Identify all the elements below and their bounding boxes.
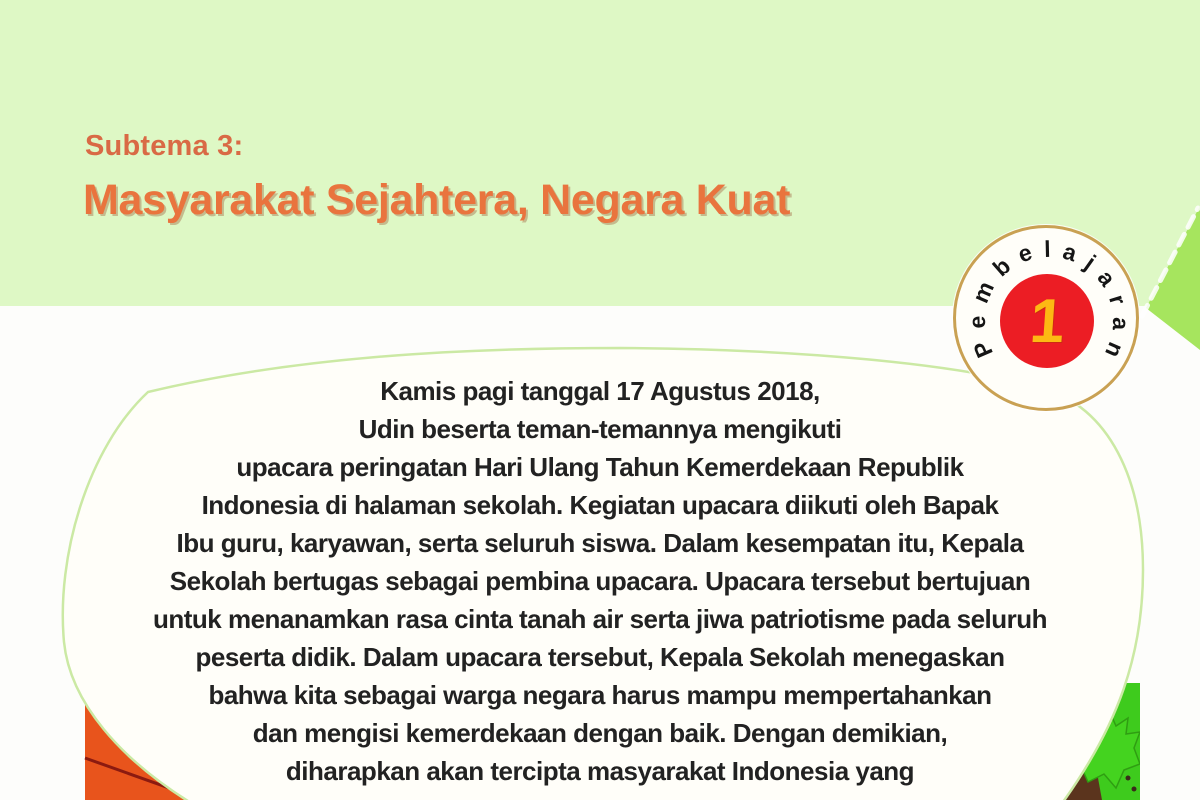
lesson-badge <box>953 225 1139 411</box>
bubble-text-line: untuk menanamkan rasa cinta tanah air serta jiwa patriotisme pada seluruh <box>152 604 1048 634</box>
bubble-text-line: Udin beserta teman-temannya mengikuti <box>358 414 842 444</box>
bubble-text-line: diharapkan akan tercipta masyarakat Indonesia yang <box>285 756 915 786</box>
bubble-text-line: Kamis pagi tanggal 17 Agustus 2018, <box>380 376 820 406</box>
page-title: Masyarakat Sejahtera, Negara Kuat <box>83 176 791 224</box>
bubble-text-line: Indonesia di halaman sekolah. Kegiatan upacara diikuti oleh Bapak <box>201 490 999 520</box>
subtema-label: Subtema 3: <box>85 130 244 162</box>
bubble-text-line: dan mengisi kemerdekaan dengan baik. Dengan demikian, <box>252 718 948 748</box>
badge-number-circle <box>1000 274 1094 368</box>
bubble-text-line: Sekolah bertugas sebagai pembina upacara. Upacara tersebut bertujuan <box>169 566 1031 596</box>
svg-text:Pembelajaran: Pembelajaran <box>963 235 1135 362</box>
bubble-text-line: upacara peringatan Hari Ulang Tahun Kemerdekaan Republik <box>236 452 964 482</box>
badge-number: 1 <box>1027 286 1067 356</box>
bubble-paragraph <box>60 372 1140 790</box>
bubble-text-line: Ibu guru, karyawan, serta seluruh siswa. Dalam kesempatan itu, Kepala <box>176 528 1024 558</box>
bubble-text-line: bahwa kita sebagai warga negara harus mampu mempertahankan <box>208 680 992 710</box>
bubble-text-line: peserta didik. Dalam upacara tersebut, Kepala Sekolah menegaskan <box>195 642 1005 672</box>
